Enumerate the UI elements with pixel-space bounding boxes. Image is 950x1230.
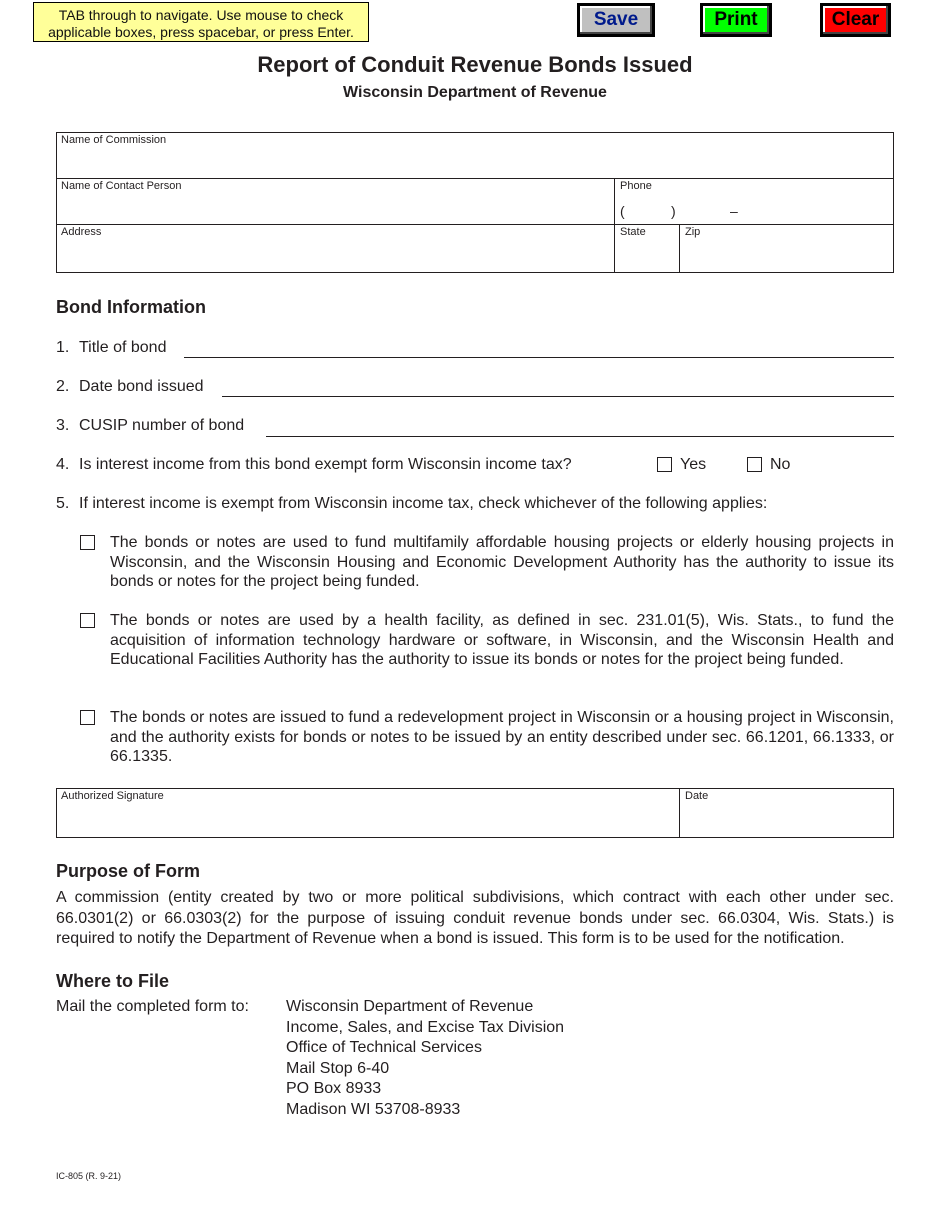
exempt-yes-label: Yes bbox=[680, 456, 707, 473]
zip-label: Zip bbox=[685, 226, 701, 238]
question-4-label: Is interest income from this bond exempt form Wisconsin income tax? bbox=[79, 456, 572, 473]
address-line: Office of Technical Services bbox=[286, 1039, 482, 1056]
phone-dash: – bbox=[730, 203, 738, 219]
bond-title-underline bbox=[184, 357, 894, 358]
phone-area-code-input[interactable] bbox=[628, 201, 672, 221]
navigation-hint: TAB through to navigate. Use mouse to check applicable boxes, press spacebar, or press Enter. bbox=[33, 2, 369, 42]
date-label: Date bbox=[685, 790, 709, 802]
question-3-label: CUSIP number of bond bbox=[79, 417, 245, 434]
address-line: Mail Stop 6-40 bbox=[286, 1060, 390, 1077]
phone-close-paren: ) bbox=[671, 203, 676, 219]
contact-person-label: Name of Contact Person bbox=[61, 180, 182, 192]
housing-option-checkbox[interactable] bbox=[80, 535, 95, 550]
state-input[interactable] bbox=[620, 245, 678, 267]
column-divider bbox=[679, 224, 680, 272]
redevelopment-option-text: The bonds or notes are issued to fund a redevelopment project in Wisconsin or a housing project in Wisconsin, and the authority exists for bonds or notes to be issued by an entity described under sec. 66.1201, 66.1333, or 66.1335. bbox=[110, 709, 894, 765]
exempt-yes-checkbox[interactable] bbox=[657, 457, 672, 472]
zip-input[interactable] bbox=[685, 245, 889, 267]
question-4-number: 4. bbox=[56, 456, 70, 473]
phone-prefix-input[interactable] bbox=[679, 201, 731, 221]
question-2-label: Date bond issued bbox=[79, 378, 204, 395]
bond-title-input[interactable] bbox=[186, 338, 896, 358]
cusip-underline bbox=[266, 436, 894, 437]
date-issued-input[interactable] bbox=[224, 377, 896, 397]
contact-person-input[interactable] bbox=[61, 199, 613, 221]
contact-info-table bbox=[56, 132, 894, 273]
clear-button[interactable]: Clear bbox=[820, 3, 891, 37]
row-divider bbox=[57, 178, 893, 179]
question-1-number: 1. bbox=[56, 339, 70, 356]
date-issued-underline bbox=[222, 396, 894, 397]
question-5-label: If interest income is exempt from Wisconsin income tax, check whichever of the following applies: bbox=[79, 495, 768, 512]
housing-option-text: The bonds or notes are used to fund multifamily affordable housing projects or elderly housing projects in Wisconsin, and the Wisconsin Housing and Economic Development Authority has the authority to issue its bonds or notes for the project being funded. bbox=[110, 534, 894, 590]
address-line: Wisconsin Department of Revenue bbox=[286, 998, 534, 1015]
save-button[interactable]: Save bbox=[577, 3, 655, 37]
question-5-number: 5. bbox=[56, 495, 70, 512]
exempt-no-checkbox[interactable] bbox=[747, 457, 762, 472]
exempt-no-label: No bbox=[770, 456, 791, 473]
question-1-label: Title of bond bbox=[79, 339, 167, 356]
phone-open-paren: ( bbox=[620, 203, 625, 219]
redevelopment-option-checkbox[interactable] bbox=[80, 710, 95, 725]
column-divider bbox=[679, 789, 680, 837]
commission-name-label: Name of Commission bbox=[61, 134, 167, 146]
address-line: Income, Sales, and Excise Tax Division bbox=[286, 1019, 565, 1036]
phone-line-input[interactable] bbox=[743, 201, 887, 221]
bond-information-heading: Bond Information bbox=[56, 297, 206, 317]
signature-date-input[interactable] bbox=[685, 809, 889, 833]
address-input[interactable] bbox=[61, 245, 613, 267]
column-divider bbox=[614, 178, 615, 272]
address-line: Madison WI 53708-8933 bbox=[286, 1101, 461, 1118]
address-label: Address bbox=[61, 226, 102, 238]
address-line: PO Box 8933 bbox=[286, 1080, 382, 1097]
form-subtitle: Wisconsin Department of Revenue bbox=[343, 84, 607, 101]
health-facility-option-text: The bonds or notes are used by a health facility, as defined in sec. 231.01(5), Wis. Stats., to fund the acquisition of information technology hardware or software, in Wisconsin, and the Wisconsin Health and Educational Facilities Authority has the authority to issue its bonds or notes for the project being funded. bbox=[110, 612, 894, 668]
cusip-input[interactable] bbox=[268, 416, 896, 436]
purpose-text: A commission (entity created by two or more political subdivisions, which contract with each other under sec. 66.0301(2) or 66.0303(2) for the purpose of issuing conduit revenue bonds under sec. 66.0304, Wis. Stats.) is required to notify the Department of Revenue when a bond is issued. This form is to be used for the notification. bbox=[56, 889, 894, 947]
signature-table bbox=[56, 788, 894, 838]
where-to-file-heading: Where to File bbox=[56, 971, 170, 991]
print-button[interactable]: Print bbox=[700, 3, 772, 37]
signature-label: Authorized Signature bbox=[61, 790, 164, 802]
phone-label: Phone bbox=[620, 180, 652, 192]
form-id: IC-805 (R. 9-21) bbox=[56, 1171, 122, 1181]
form-title: Report of Conduit Revenue Bonds Issued bbox=[257, 52, 693, 77]
row-divider bbox=[57, 224, 893, 225]
question-3-number: 3. bbox=[56, 417, 70, 434]
state-label: State bbox=[620, 226, 646, 238]
commission-name-input[interactable] bbox=[61, 153, 891, 175]
health-facility-option-checkbox[interactable] bbox=[80, 613, 95, 628]
purpose-heading: Purpose of Form bbox=[56, 861, 201, 881]
signature-input[interactable] bbox=[61, 809, 677, 833]
mail-to-label: Mail the completed form to: bbox=[56, 998, 249, 1015]
question-2-number: 2. bbox=[56, 378, 70, 395]
